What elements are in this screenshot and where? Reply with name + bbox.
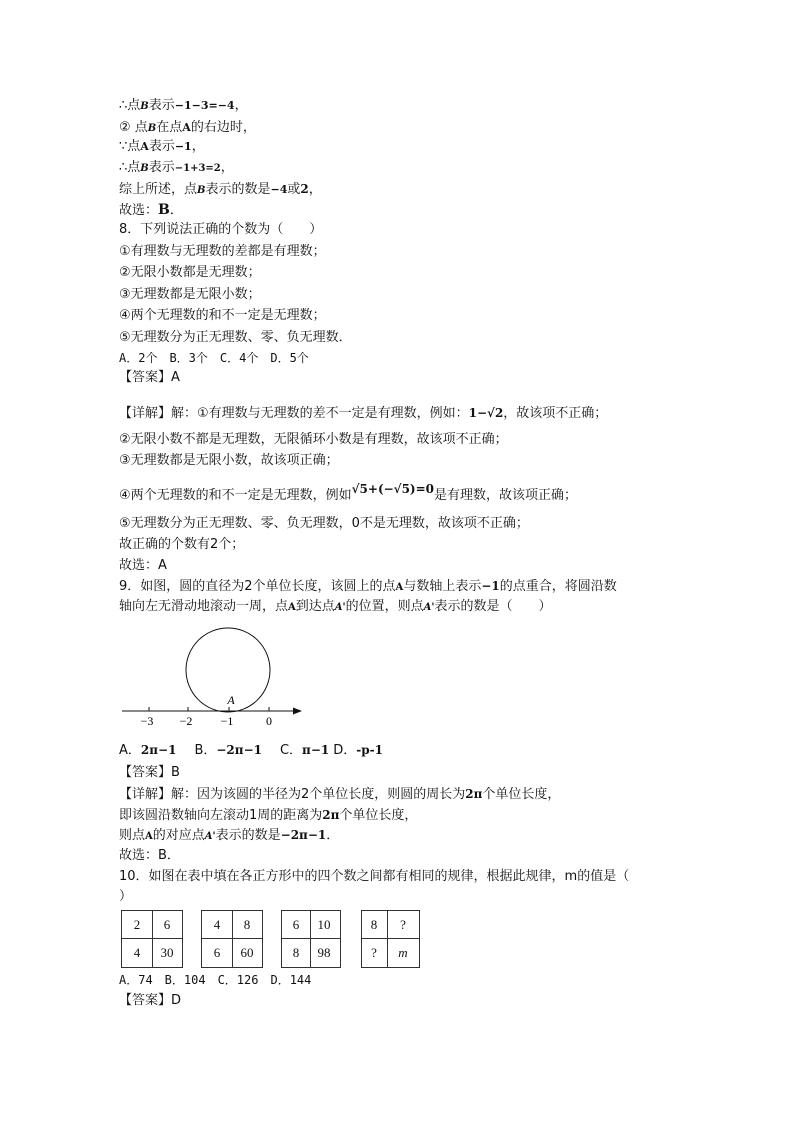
text: 表示的数是	[215, 828, 281, 843]
text: 的右边时，	[190, 120, 256, 135]
q8-options: A．2个 B．3个 C．4个 D．5个	[119, 351, 309, 365]
text: 9．如图，圆的直径为2个单位长度，该圆上的点	[119, 579, 396, 594]
math-expr: 2π−1	[140, 743, 177, 757]
math-expr: B	[158, 202, 170, 218]
text: 个单位长度，	[339, 808, 418, 823]
math-expr: −1+3=2	[174, 163, 221, 174]
math-expr: −1	[481, 579, 500, 593]
math-expr: √5+(−√5)=0	[351, 482, 434, 496]
math-expr: 2π	[465, 787, 483, 801]
math-expr: −2π−1	[216, 743, 262, 757]
question-9-line-2	[119, 598, 551, 617]
text: 个单位长度，	[482, 787, 561, 802]
line-1	[119, 97, 248, 116]
text: ．	[169, 203, 183, 218]
text: ，故该项不正确；	[503, 406, 608, 421]
math-expr: −2π−1	[280, 828, 327, 842]
text: 即该圆沿数轴向左滚动1周的距离为	[119, 808, 323, 823]
text: ④两个无理数的和不一定是无理数，例如	[119, 488, 352, 503]
q8-statement-4: ④两个无理数的和不一定是无理数；	[119, 308, 326, 323]
grid-cell: 6	[163, 916, 171, 932]
tick-label: −2	[179, 714, 193, 727]
text: 到达点	[295, 599, 335, 614]
question-9-line-1	[119, 577, 617, 597]
q8-statement-5: ⑤无理数分为正无理数、零、负无理数．	[119, 330, 352, 345]
tick-label: 0	[266, 714, 272, 727]
grid-cell: ?	[400, 916, 406, 932]
number-line-figure	[118, 625, 308, 727]
line-6	[119, 201, 183, 220]
option-a: A．	[119, 743, 141, 758]
q8-statement-2: ②无限小数都是无理数；	[119, 265, 261, 280]
math-a: A	[395, 582, 404, 593]
q8-statement-1: ①有理数与无理数的差都是有理数；	[119, 244, 326, 259]
math-expr: π−1	[302, 743, 330, 757]
q8-statement-3: ③无理数都是无限小数；	[119, 287, 261, 302]
grid-divider	[387, 911, 388, 967]
text: ，	[234, 98, 248, 113]
tick-label: −3	[140, 714, 154, 727]
grid-cell: m	[398, 944, 408, 960]
text: 的对应点	[152, 828, 205, 843]
math-a: A	[145, 831, 153, 842]
math-a: A	[182, 121, 191, 134]
q8-detail-6: 故正确的个数有2个；	[119, 537, 245, 552]
q8-detail-4	[119, 482, 578, 505]
tick-label: −1	[220, 714, 234, 727]
q10-answer: 【答案】D	[119, 993, 182, 1008]
math-a-prime: A'	[334, 602, 346, 613]
text: 表示的数是	[205, 182, 271, 197]
grid-cell: 60	[240, 944, 254, 960]
math-a-prime: A'	[423, 602, 435, 613]
q9-detail-1	[119, 785, 560, 804]
grid-cell: 6	[292, 916, 300, 932]
number-grid-2	[201, 910, 263, 968]
grid-cell: 2	[133, 916, 141, 932]
text: 【详解】解：因为该圆的半径为2个单位长度，则圆的周长为	[119, 787, 466, 802]
q9-detail-4: 故选：B．	[119, 848, 180, 863]
text: 则点	[119, 828, 146, 843]
text: 表示	[148, 160, 175, 175]
text: ② 点	[119, 120, 148, 135]
option-c: C．	[279, 743, 303, 758]
grid-cell: 8	[243, 916, 251, 932]
grid-cell: 8	[292, 944, 300, 960]
q9-detail-2	[119, 806, 417, 825]
option-d: D．	[333, 743, 357, 758]
grid-cell: 4	[213, 916, 221, 932]
text: ，	[308, 182, 322, 197]
math-b: B	[197, 185, 206, 196]
grid-cell: 30	[160, 944, 174, 960]
axis-arrow-icon	[293, 708, 302, 715]
text: 与数轴上表示	[403, 579, 482, 594]
text: 的位置，则点	[345, 599, 424, 614]
number-grid-4	[361, 910, 420, 968]
point-a-label: A	[227, 693, 235, 707]
text: ∴点	[119, 98, 141, 113]
math-expr: -p-1	[356, 743, 383, 757]
grid-cell: 4	[133, 944, 141, 960]
line-4	[119, 159, 234, 178]
text: 表示的数是（ ）	[434, 599, 552, 614]
math-expr: −1−3=−4	[174, 99, 235, 112]
option-b: B．	[194, 743, 217, 758]
q9-options	[119, 741, 383, 760]
text: 是有理数，故该项正确；	[434, 488, 578, 503]
math-a: A	[140, 140, 149, 153]
text: 在点	[156, 120, 183, 135]
grid-cell: 8	[370, 916, 378, 932]
grid-divider	[310, 911, 311, 967]
line-2	[119, 119, 256, 138]
question-8: 8．下列说法正确的个数为（ ）	[119, 222, 323, 237]
grid-divider	[152, 911, 153, 967]
text: 轴向左无滑动地滚动一周，点	[119, 599, 289, 614]
number-grid-3	[281, 910, 341, 968]
q8-detail-7: 故选：A	[119, 558, 167, 573]
math-b: B	[140, 101, 149, 112]
text: 的点重合，将圆沿数	[499, 579, 617, 594]
text: 综上所述，点	[119, 182, 198, 197]
grid-cell: 10	[317, 916, 331, 932]
q8-detail-5: ⑤无理数分为正无理数、零、负无理数，0不是无理数，故该项不正确；	[119, 516, 529, 531]
math-b: B	[140, 163, 149, 174]
text: ，	[191, 139, 205, 154]
math-b: B	[147, 123, 157, 134]
q9-detail-3	[119, 826, 339, 846]
text: 表示	[148, 139, 175, 154]
q8-answer: 【答案】A	[119, 370, 180, 385]
number-grid-1	[121, 910, 183, 968]
math-expr: 2π	[322, 808, 340, 822]
math-a-prime: A'	[204, 831, 216, 842]
text: 故选：	[119, 203, 159, 218]
q9-answer: 【答案】B	[119, 765, 180, 780]
math-expr: 1−√2	[468, 406, 504, 420]
math-expr: −4	[270, 183, 288, 196]
q10-options: A．74 B．104 C．126 D．144	[119, 973, 312, 987]
question-10-line-1: 10．如图在表中填在各正方形中的四个数之间都有相同的规律，根据此规律，m的值是（	[119, 869, 630, 884]
question-10-line-2: ）	[119, 889, 133, 904]
math-expr: 2	[300, 182, 309, 196]
math-a: A	[288, 602, 296, 613]
text: ∴点	[119, 160, 141, 175]
text: 【详解】解：①有理数与无理数的差不一定是有理数，例如：	[119, 406, 469, 421]
text: 表示	[148, 98, 175, 113]
text: ．	[326, 828, 340, 843]
math-expr: −1	[174, 140, 192, 153]
line-5	[119, 180, 322, 200]
grid-cell: ?	[371, 944, 377, 960]
text: 或	[287, 182, 301, 197]
q8-detail-3: ③无理数都是无限小数，故该项正确；	[119, 453, 339, 468]
grid-cell: 6	[213, 944, 221, 960]
grid-cell: 98	[317, 944, 331, 960]
q8-detail-2: ②无限小数不都是无理数，无限循环小数是有理数，故该项不正确；	[119, 432, 508, 447]
grid-divider	[232, 911, 233, 967]
line-3	[119, 138, 205, 156]
q8-detail-1	[119, 404, 607, 423]
text: ，	[220, 160, 234, 175]
text: ∵点	[119, 139, 141, 154]
